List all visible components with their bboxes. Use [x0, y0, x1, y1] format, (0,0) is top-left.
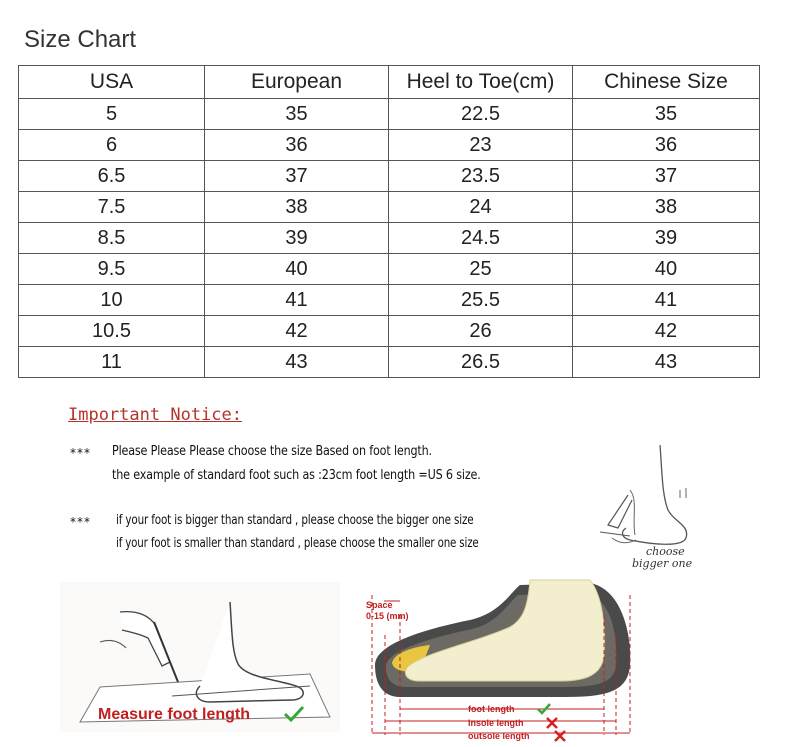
notice-line-4: if your foot is smaller than standard , please choose the smaller one size [116, 536, 479, 551]
cell-chinese-size: 41 [573, 285, 760, 316]
cell-european: 41 [205, 285, 389, 316]
cell-heel-to-toe: 23 [389, 130, 573, 161]
cell-usa: 5 [19, 99, 205, 130]
table-row [19, 99, 760, 130]
cell-usa: 6.5 [19, 161, 205, 192]
cell-chinese-size: 38 [573, 192, 760, 223]
measure-foot-label: Measure foot length [98, 706, 251, 723]
cell-european: 36 [205, 130, 389, 161]
cell-european: 38 [205, 192, 389, 223]
cell-chinese-size: 35 [573, 99, 760, 130]
cell-chinese-size: 37 [573, 161, 760, 192]
header-usa: USA [19, 66, 205, 99]
cell-heel-to-toe: 24 [389, 192, 573, 223]
outsole-length-label: outsole length [468, 731, 530, 741]
notice-title: Important Notice: [68, 405, 242, 425]
table-row [19, 316, 760, 347]
cell-chinese-size: 40 [573, 254, 760, 285]
table-row [19, 161, 760, 192]
cell-chinese-size: 36 [573, 130, 760, 161]
cell-usa: 8.5 [19, 223, 205, 254]
table-row [19, 130, 760, 161]
space-label-line-2: 0-15 (mm) [366, 611, 409, 621]
cross-icon [545, 716, 559, 730]
table-row [19, 285, 760, 316]
choose-label-line-2: bigger one [632, 557, 693, 570]
space-label-line-1: Space [366, 600, 393, 610]
cell-european: 40 [205, 254, 389, 285]
cell-heel-to-toe: 26.5 [389, 347, 573, 378]
header-european: European [205, 66, 389, 99]
cell-usa: 9.5 [19, 254, 205, 285]
cell-heel-to-toe: 25.5 [389, 285, 573, 316]
cell-european: 39 [205, 223, 389, 254]
cell-european: 35 [205, 99, 389, 130]
notice-line-1: Please Please Please choose the size Based on foot length. [112, 444, 432, 459]
size-chart-table [18, 65, 760, 378]
cell-heel-to-toe: 25 [389, 254, 573, 285]
check-icon [282, 704, 306, 724]
cell-chinese-size: 43 [573, 347, 760, 378]
cell-chinese-size: 42 [573, 316, 760, 347]
header-heel-to-toe: Heel to Toe(cm) [389, 66, 573, 99]
insole-length-label: insole length [468, 718, 524, 728]
notice-line-2: the example of standard foot such as :23cm foot length =US 6 size. [112, 468, 481, 483]
cell-heel-to-toe: 22.5 [389, 99, 573, 130]
foot-length-label: foot length [468, 704, 515, 714]
header-chinese-size: Chinese Size [573, 66, 760, 99]
check-icon [536, 702, 552, 716]
table-row [19, 254, 760, 285]
cell-heel-to-toe: 24.5 [389, 223, 573, 254]
cell-heel-to-toe: 23.5 [389, 161, 573, 192]
cell-heel-to-toe: 26 [389, 316, 573, 347]
cell-usa: 10 [19, 285, 205, 316]
table-row [19, 192, 760, 223]
cell-usa: 11 [19, 347, 205, 378]
cell-european: 42 [205, 316, 389, 347]
table-header-row [19, 66, 760, 99]
table-row [19, 223, 760, 254]
cell-european: 43 [205, 347, 389, 378]
cell-usa: 7.5 [19, 192, 205, 223]
notice-line-3: if your foot is bigger than standard , please choose the bigger one size [116, 513, 474, 528]
notice-bullet: *** [70, 446, 91, 460]
cross-icon [553, 729, 567, 743]
cell-european: 37 [205, 161, 389, 192]
notice-bullet: *** [70, 515, 91, 529]
cell-chinese-size: 39 [573, 223, 760, 254]
space-label [366, 600, 409, 622]
choose-bigger-label [632, 546, 692, 570]
table-row [19, 347, 760, 378]
choose-label-line-1: choose [646, 545, 685, 558]
cell-usa: 10.5 [19, 316, 205, 347]
page-title: Size Chart [24, 26, 137, 53]
cell-usa: 6 [19, 130, 205, 161]
